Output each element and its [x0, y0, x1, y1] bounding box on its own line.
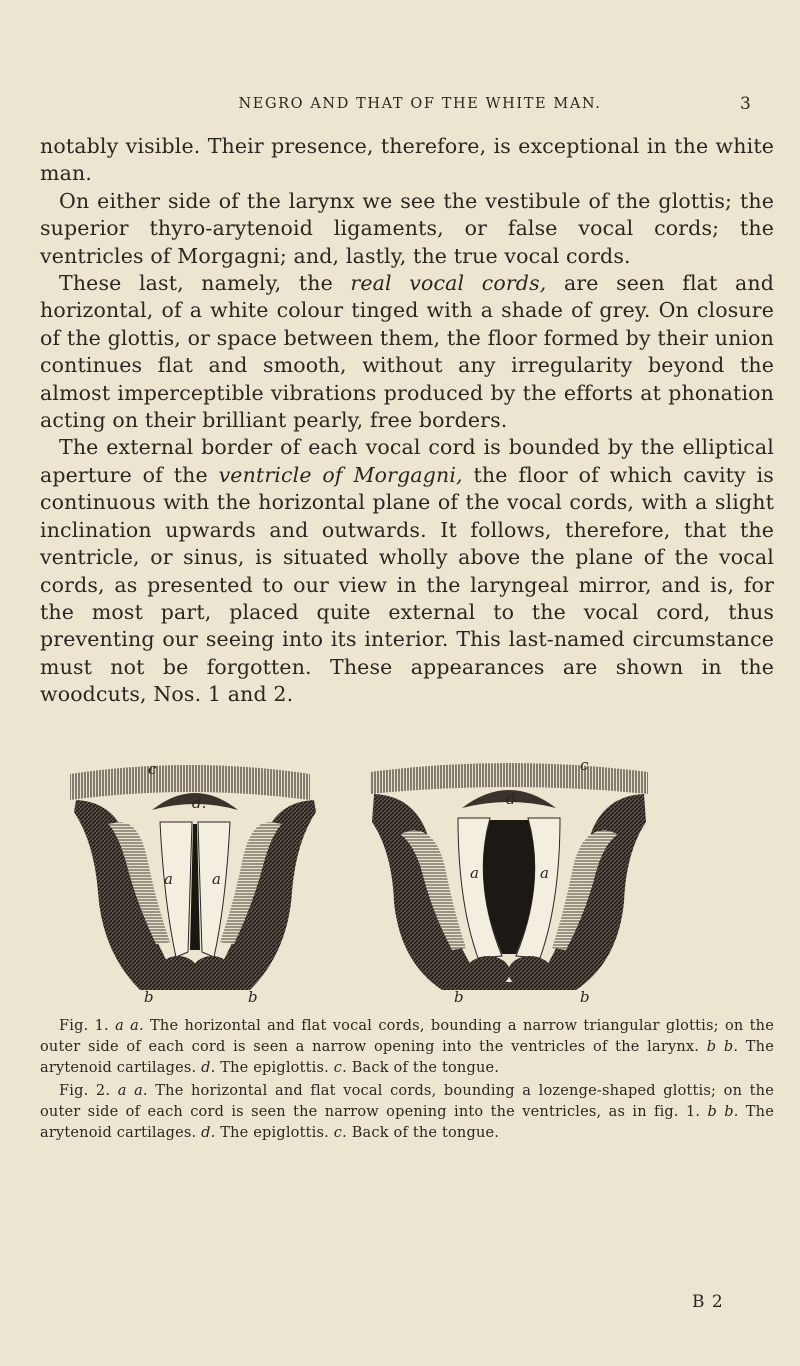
italic-text: d.	[201, 1060, 216, 1077]
fig1-label-b-left: b	[144, 988, 154, 1006]
right-arytenoid	[508, 956, 552, 988]
paragraph	[40, 188, 774, 270]
paragraph	[40, 133, 774, 188]
figure-2-drawing	[362, 752, 656, 1006]
paragraph	[40, 270, 774, 434]
right-arytenoid	[192, 956, 232, 988]
text-run: The epiglottis.	[215, 1060, 334, 1077]
left-arytenoid	[466, 956, 510, 988]
fig2-label-b-left: b	[454, 988, 464, 1006]
text-run: The epiglottis.	[215, 1125, 334, 1142]
page-number: 3	[740, 94, 751, 114]
italic-text: real vocal cords,	[350, 271, 547, 296]
text-run: Fig. 2.	[59, 1082, 118, 1099]
text-run: On either side of the larynx we see the vestibule of the glottis; the superior thyro-arytenoid ligaments, or false vocal cords; the ventricles of Morgagni; and, lastly, the true vocal cords.	[40, 188, 774, 268]
fig2-label-a-right: a	[540, 864, 549, 882]
paragraph	[40, 434, 774, 708]
fig1-label-d: d.	[192, 794, 207, 812]
text-run: The external border of each vocal cord is bounded by the elliptical aperture of the	[40, 435, 774, 487]
woodcut-figures	[60, 752, 780, 1006]
text-run: are seen flat and horizontal, of a white colour tinged with a shade of grey. On closure of the glottis, or space between them, the floor formed by their union continues flat and smooth, without any irregularity beyond the almost imperceptible vibrations produced by the efforts at phonation acting on their brilliant pearly, free borders.	[40, 271, 774, 433]
text-run: The horizontal and flat vocal cords, bounding a narrow triangular glottis; on the outer side of each cord is seen a narrow opening into the ventricles of the larynx.	[40, 1018, 774, 1056]
fig1-label-a-right: a	[212, 870, 221, 888]
text-run: the floor of which cavity is continuous with the horizontal plane of the vocal cords, with a slight inclination upwards and outwards. It follows, therefore, that the ventricle, or sinus, is situated wholly above the plane of the vocal cords, as presented to our view in the laryngeal mirror, and is, for the most part, placed quite external to the vocal cord, thus preventing our seeing into its interior. This last-named circumstance must not be forgotten. These appearances are shown in the woodcuts, Nos. 1 and 2.	[40, 462, 774, 707]
text-run: The horizontal and flat vocal cords, bounding a lozenge-shaped glottis; on the outer side of each cord is seen the narrow opening into the ventricles, as in fig. 1.	[40, 1082, 774, 1120]
text-run: The arytenoid cartilages.	[40, 1039, 774, 1077]
text-run: Fig. 1.	[59, 1018, 116, 1034]
figure-2-woodcut	[362, 752, 656, 1006]
figure-1-drawing	[60, 752, 330, 1006]
italic-text: c.	[333, 1060, 347, 1077]
figure-caption	[40, 1016, 774, 1080]
text-run: These last, namely, the	[59, 271, 351, 296]
figure-captions	[40, 1016, 774, 1145]
fig1-label-c: c	[148, 760, 157, 778]
italic-text: c.	[333, 1125, 347, 1142]
text-run: notably visible. Their presence, therefore, is exceptional in the white man.	[40, 134, 774, 186]
fig1-label-a-left: a	[164, 870, 173, 888]
italic-text: d.	[201, 1125, 216, 1142]
text-run: Back of the tongue.	[346, 1125, 500, 1142]
printer-signature: B 2	[692, 1292, 724, 1312]
fig2-label-d: d	[506, 790, 516, 808]
figure-caption	[40, 1081, 774, 1145]
italic-text: ventricle of Morgagni,	[218, 462, 463, 487]
text-run: Back of the tongue.	[346, 1060, 500, 1077]
fig1-label-b-right: b	[248, 988, 258, 1006]
fig2-label-b-right: b	[580, 988, 590, 1006]
italic-text: b b.	[707, 1103, 739, 1120]
figure-1-woodcut	[60, 752, 330, 1006]
fig2-label-a-left: a	[470, 864, 479, 882]
fig2-label-c: c	[580, 756, 589, 774]
italic-text: b b.	[706, 1039, 739, 1056]
italic-text: a a.	[115, 1018, 144, 1034]
body-text	[40, 133, 774, 709]
text-run: The arytenoid cartilages.	[40, 1103, 774, 1142]
italic-text: a a.	[117, 1082, 148, 1099]
running-head: NEGRO AND THAT OF THE WHITE MAN.	[238, 96, 602, 112]
